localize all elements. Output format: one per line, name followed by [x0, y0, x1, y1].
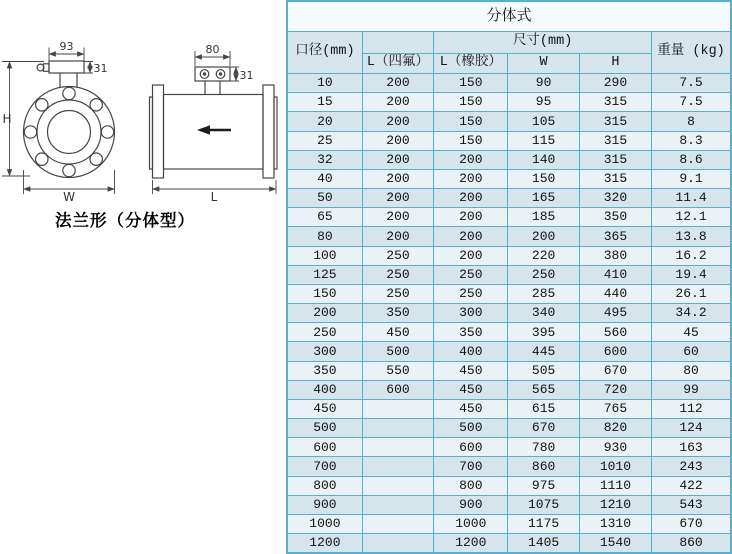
cell-diameter: 600: [287, 438, 362, 457]
cell-h: 1110: [579, 476, 651, 495]
cell-weight: 7.5: [652, 93, 731, 112]
cell-weight: 80: [652, 361, 731, 380]
col-header-size: 尺寸(mm): [434, 32, 652, 54]
cell-l-rubber: 400: [434, 342, 508, 361]
dim-31-front-extensions: [84, 62, 93, 74]
table-row: [287, 342, 731, 361]
length-label: L: [210, 190, 218, 204]
cell-h: 560: [579, 323, 651, 342]
cell-l-rubber: 600: [434, 438, 508, 457]
cell-w: 250: [508, 265, 579, 284]
cell-l-ptfe: 250: [362, 246, 433, 265]
cell-l-rubber: 450: [434, 380, 508, 399]
cell-l-rubber: 350: [434, 323, 508, 342]
cell-h: 670: [579, 361, 651, 380]
cell-h: 315: [579, 169, 651, 188]
cell-weight: 26.1: [652, 284, 731, 303]
cell-l-rubber: 1200: [434, 534, 508, 553]
cell-diameter: 700: [287, 457, 362, 476]
cell-diameter: 250: [287, 323, 362, 342]
cell-diameter: 32: [287, 150, 362, 169]
table-row: [287, 189, 731, 208]
cell-diameter: 800: [287, 476, 362, 495]
cell-h: 290: [579, 74, 651, 93]
cell-l-ptfe: 500: [362, 342, 433, 361]
diagram-panel: [0, 0, 286, 554]
cell-h: 380: [579, 246, 651, 265]
cell-h: 1310: [579, 514, 651, 533]
cell-l-ptfe: [362, 419, 433, 438]
cell-weight: 12.1: [652, 208, 731, 227]
col-header-l-ptfe: L（四氟）: [362, 54, 433, 74]
cell-l-rubber: 500: [434, 419, 508, 438]
cell-l-ptfe: [362, 457, 433, 476]
cell-l-rubber: 200: [434, 208, 508, 227]
cell-weight: 422: [652, 476, 731, 495]
col-header-weight: 重量 (kg): [652, 32, 731, 74]
cell-w: 395: [508, 323, 579, 342]
cell-h: 1210: [579, 495, 651, 514]
cell-w: 780: [508, 438, 579, 457]
cell-weight: 543: [652, 495, 731, 514]
cell-w: 615: [508, 399, 579, 418]
cell-l-rubber: 200: [434, 189, 508, 208]
cell-l-ptfe: 200: [362, 93, 433, 112]
cell-l-rubber: 450: [434, 361, 508, 380]
cell-l-ptfe: 250: [362, 284, 433, 303]
cell-l-ptfe: [362, 476, 433, 495]
cell-diameter: 1200: [287, 534, 362, 553]
cell-w: 670: [508, 419, 579, 438]
table-row: [287, 112, 731, 131]
cell-h: 765: [579, 399, 651, 418]
cell-diameter: 50: [287, 189, 362, 208]
table-row: [287, 399, 731, 418]
cell-w: 165: [508, 189, 579, 208]
cell-l-ptfe: [362, 438, 433, 457]
table-row: [287, 208, 731, 227]
cell-w: 200: [508, 227, 579, 246]
table-title-row: [287, 1, 731, 32]
cell-l-ptfe: 200: [362, 227, 433, 246]
front-box-width-label: 93: [59, 40, 74, 53]
table-row: [287, 169, 731, 188]
cell-weight: 7.5: [652, 74, 731, 93]
cell-w: 565: [508, 380, 579, 399]
cell-l-rubber: 150: [434, 74, 508, 93]
spec-table: [286, 0, 732, 554]
cell-h: 820: [579, 419, 651, 438]
cell-diameter: 65: [287, 208, 362, 227]
side-view: [150, 43, 278, 204]
cell-w: 860: [508, 457, 579, 476]
col-header-l-rubber: L（橡胶）: [434, 54, 508, 74]
cell-h: 315: [579, 93, 651, 112]
cell-w: 105: [508, 112, 579, 131]
col-header-empty: [362, 32, 433, 54]
cell-l-ptfe: 200: [362, 169, 433, 188]
cell-l-rubber: 700: [434, 457, 508, 476]
cell-l-rubber: 200: [434, 150, 508, 169]
cell-l-rubber: 250: [434, 284, 508, 303]
cell-w: 1075: [508, 495, 579, 514]
dim-31-side-extensions: [230, 67, 239, 81]
cell-diameter: 20: [287, 112, 362, 131]
cell-weight: 11.4: [652, 189, 731, 208]
table-row: [287, 495, 731, 514]
cell-h: 930: [579, 438, 651, 457]
cell-diameter: 100: [287, 246, 362, 265]
cell-weight: 670: [652, 514, 731, 533]
cell-w: 150: [508, 169, 579, 188]
table-header-row-1: [287, 32, 731, 54]
cell-l-ptfe: 200: [362, 150, 433, 169]
cell-l-rubber: 150: [434, 93, 508, 112]
cell-weight: 34.2: [652, 304, 731, 323]
cell-l-rubber: 900: [434, 495, 508, 514]
width-label: W: [63, 190, 75, 204]
table-row: [287, 323, 731, 342]
cell-weight: 8: [652, 112, 731, 131]
table-row: [287, 150, 731, 169]
cell-w: 90: [508, 74, 579, 93]
cell-weight: 16.2: [652, 246, 731, 265]
cell-h: 315: [579, 150, 651, 169]
cell-diameter: 400: [287, 380, 362, 399]
table-row: [287, 246, 731, 265]
cell-h: 350: [579, 208, 651, 227]
junction-box-screws: [200, 70, 225, 79]
left-flange: [153, 85, 164, 178]
cell-l-ptfe: 350: [362, 304, 433, 323]
cell-l-ptfe: 200: [362, 74, 433, 93]
height-label: H: [2, 112, 12, 126]
diagram-caption: 法兰形（分体型）: [55, 211, 195, 230]
cell-l-rubber: 150: [434, 131, 508, 150]
cell-w: 285: [508, 284, 579, 303]
table-row: [287, 438, 731, 457]
front-box-height-label: 31: [93, 62, 108, 75]
cell-weight: 243: [652, 457, 731, 476]
table-row: [287, 284, 731, 303]
table-row: [287, 74, 731, 93]
cell-h: 1010: [579, 457, 651, 476]
right-flange: [263, 85, 274, 178]
cell-diameter: 25: [287, 131, 362, 150]
cell-l-rubber: 800: [434, 476, 508, 495]
cell-w: 975: [508, 476, 579, 495]
cell-diameter: 1000: [287, 514, 362, 533]
cell-weight: 13.8: [652, 227, 731, 246]
cell-diameter: 10: [287, 74, 362, 93]
table-row: [287, 476, 731, 495]
cell-w: 140: [508, 150, 579, 169]
cable-gland-icon: [37, 64, 44, 71]
table-row: [287, 304, 731, 323]
table-row: [287, 457, 731, 476]
side-neck: [205, 81, 220, 95]
cell-l-rubber: 200: [434, 246, 508, 265]
cell-weight: 99: [652, 380, 731, 399]
cell-l-rubber: 300: [434, 304, 508, 323]
cell-h: 365: [579, 227, 651, 246]
side-box-width-label: 80: [205, 43, 220, 56]
cell-l-rubber: 150: [434, 112, 508, 131]
bolt-holes: [24, 87, 113, 176]
cell-h: 315: [579, 112, 651, 131]
cell-l-ptfe: 550: [362, 361, 433, 380]
cell-h: 440: [579, 284, 651, 303]
cell-diameter: 200: [287, 304, 362, 323]
cell-l-ptfe: [362, 495, 433, 514]
col-header-diameter: 口径(mm): [287, 32, 362, 74]
front-neck: [60, 73, 77, 88]
table-title: 分体式: [287, 1, 731, 32]
cell-diameter: 350: [287, 361, 362, 380]
cell-l-ptfe: [362, 399, 433, 418]
front-view: [2, 40, 115, 204]
cell-h: 1540: [579, 534, 651, 553]
cell-l-ptfe: 450: [362, 323, 433, 342]
cell-w: 115: [508, 131, 579, 150]
side-box-height-label: 31: [239, 69, 254, 82]
table-row: [287, 131, 731, 150]
cell-diameter: 300: [287, 342, 362, 361]
spec-table-body: [287, 74, 731, 554]
cell-diameter: 500: [287, 419, 362, 438]
flow-arrow-icon: [197, 125, 231, 135]
meter-body: [164, 95, 264, 170]
cell-diameter: 450: [287, 399, 362, 418]
cell-w: 1175: [508, 514, 579, 533]
col-header-h: H: [579, 54, 651, 74]
cell-l-ptfe: [362, 514, 433, 533]
table-row: [287, 361, 731, 380]
cell-l-ptfe: 200: [362, 208, 433, 227]
cell-diameter: 15: [287, 93, 362, 112]
bore-circle: [48, 111, 91, 154]
cell-diameter: 125: [287, 265, 362, 284]
table-row: [287, 419, 731, 438]
cell-weight: 112: [652, 399, 731, 418]
cell-l-rubber: 250: [434, 265, 508, 284]
cell-w: 1405: [508, 534, 579, 553]
flowmeter-technical-drawing: [0, 0, 286, 240]
cell-diameter: 900: [287, 495, 362, 514]
cell-diameter: 40: [287, 169, 362, 188]
cell-weight: 163: [652, 438, 731, 457]
cell-h: 495: [579, 304, 651, 323]
cell-l-ptfe: [362, 534, 433, 553]
cell-h: 320: [579, 189, 651, 208]
cell-w: 95: [508, 93, 579, 112]
table-panel: [286, 0, 732, 554]
cell-l-rubber: 200: [434, 227, 508, 246]
table-row: [287, 93, 731, 112]
table-row: [287, 380, 731, 399]
cell-l-rubber: 1000: [434, 514, 508, 533]
table-row: [287, 265, 731, 284]
cell-h: 600: [579, 342, 651, 361]
cell-weight: 9.1: [652, 169, 731, 188]
table-row: [287, 227, 731, 246]
cell-weight: 45: [652, 323, 731, 342]
cell-w: 505: [508, 361, 579, 380]
cell-w: 220: [508, 246, 579, 265]
front-junction-box: [49, 61, 84, 73]
cell-weight: 860: [652, 534, 731, 553]
cell-l-ptfe: 200: [362, 189, 433, 208]
cell-w: 340: [508, 304, 579, 323]
col-header-w: W: [508, 54, 579, 74]
right-flange-face: [274, 97, 277, 169]
cell-weight: 60: [652, 342, 731, 361]
cell-weight: 19.4: [652, 265, 731, 284]
cell-l-rubber: 450: [434, 399, 508, 418]
table-row: [287, 534, 731, 553]
cell-h: 720: [579, 380, 651, 399]
table-row: [287, 514, 731, 533]
cell-l-rubber: 200: [434, 169, 508, 188]
cell-l-ptfe: 250: [362, 265, 433, 284]
cell-w: 185: [508, 208, 579, 227]
cell-diameter: 80: [287, 227, 362, 246]
cell-l-ptfe: 600: [362, 380, 433, 399]
cell-weight: 8.6: [652, 150, 731, 169]
cell-l-ptfe: 200: [362, 131, 433, 150]
cell-h: 410: [579, 265, 651, 284]
cell-weight: 8.3: [652, 131, 731, 150]
cell-w: 445: [508, 342, 579, 361]
cell-diameter: 150: [287, 284, 362, 303]
cell-l-ptfe: 200: [362, 112, 433, 131]
cell-h: 315: [579, 131, 651, 150]
cell-weight: 124: [652, 419, 731, 438]
